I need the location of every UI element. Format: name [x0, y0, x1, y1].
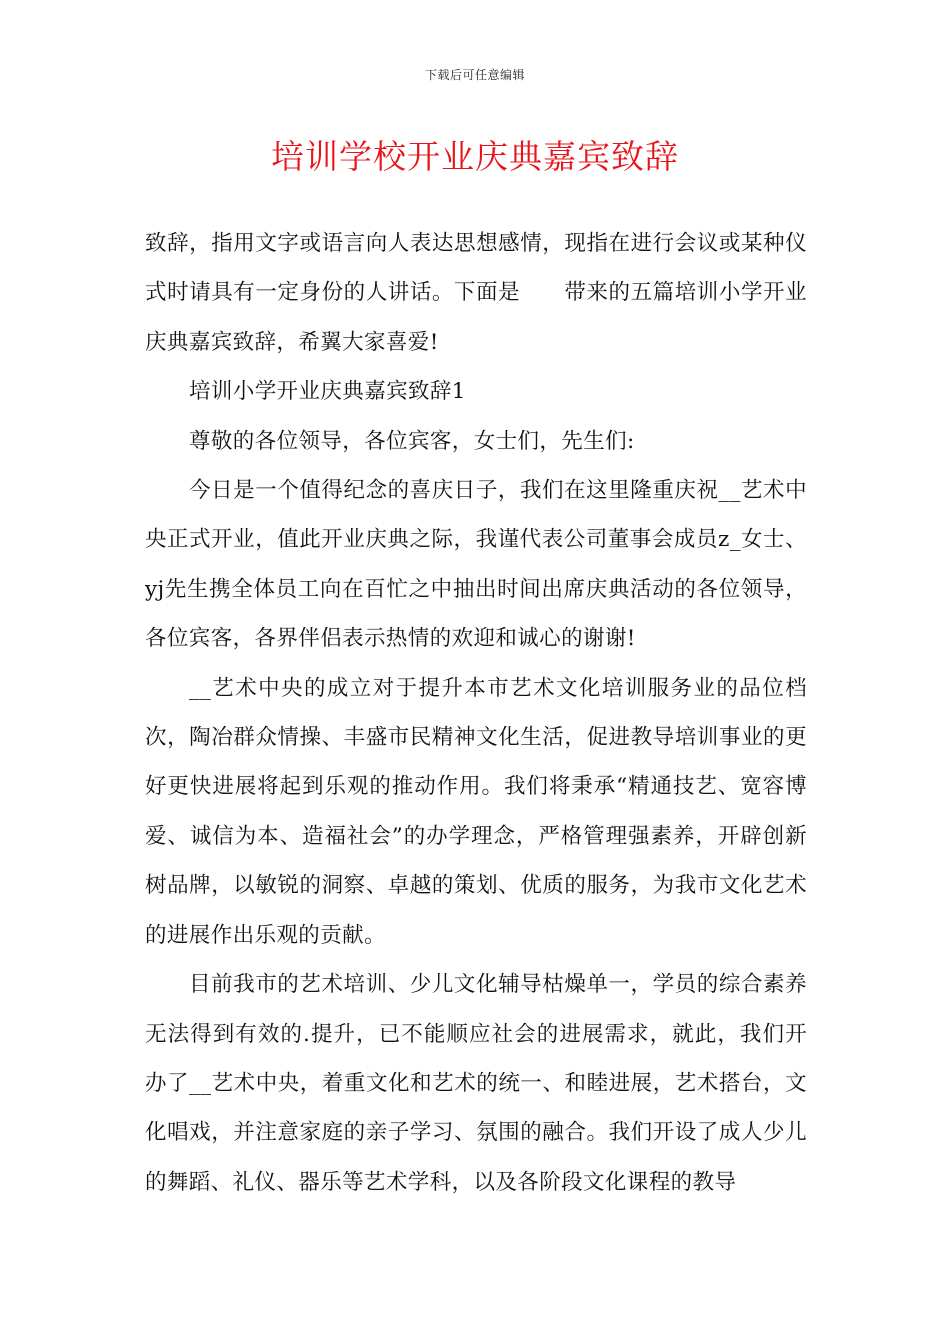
- document-title: 培训学校开业庆典嘉宾致辞: [271, 137, 679, 176]
- salutation-paragraph: 尊敬的各位领导，各位宾客，女士们，先生们:: [189, 428, 635, 454]
- body-paragraph: __艺术中央的成立对于提升本市艺术文化培训服务业的品位档次，陶冶群众情操、丰盛市民精神文化生活，促进教导培训事业的更好更快进展将起到乐观的推动作用。我们将秉承“精通技艺、宽容博爱、诚信为本、造福社会”的办学理念，严格管理强素养，开辟创新树品牌，以敏锐的洞察、卓越的策划、优质的服务，为我市文化艺术的进展作出乐观的贡献。: [145, 675, 807, 948]
- document-body: [145, 219, 807, 1207]
- intro-paragraph: 致辞，指用文字或语言向人表达思想感情，现指在进行会议或某种仪式时请具有一定身份的人讲话。下面是 带来的五篇培训小学开业庆典嘉宾致辞，希翼大家喜爱!: [145, 231, 807, 355]
- header-note: 下载后可任意编辑: [424, 68, 525, 82]
- body-paragraph: 今日是一个值得纪念的喜庆日子，我们在这里隆重庆祝__艺术中央正式开业，值此开业庆典之际，我谨代表公司董事会成员z_女士、yj先生携全体员工向在百忙之中抽出时间出席庆典活动的各位领导，各位宾客，各界伴侣表示热情的欢迎和诚心的谢谢!: [145, 478, 807, 652]
- body-paragraph: 目前我市的艺术培训、少儿文化辅导枯燥单一，学员的综合素养无法得到有效的.提升，已不能顺应社会的进展需求，就此，我们开办了__艺术中央，着重文化和艺术的统一、和睦进展，艺术搭台，文化唱戏，并注意家庭的亲子学习、氛围的融合。我们开设了成人少儿的舞蹈、礼仪、器乐等艺术学科，以及各阶段文化课程的教导: [145, 972, 807, 1195]
- section-heading: 培训小学开业庆典嘉宾致辞1: [189, 379, 466, 405]
